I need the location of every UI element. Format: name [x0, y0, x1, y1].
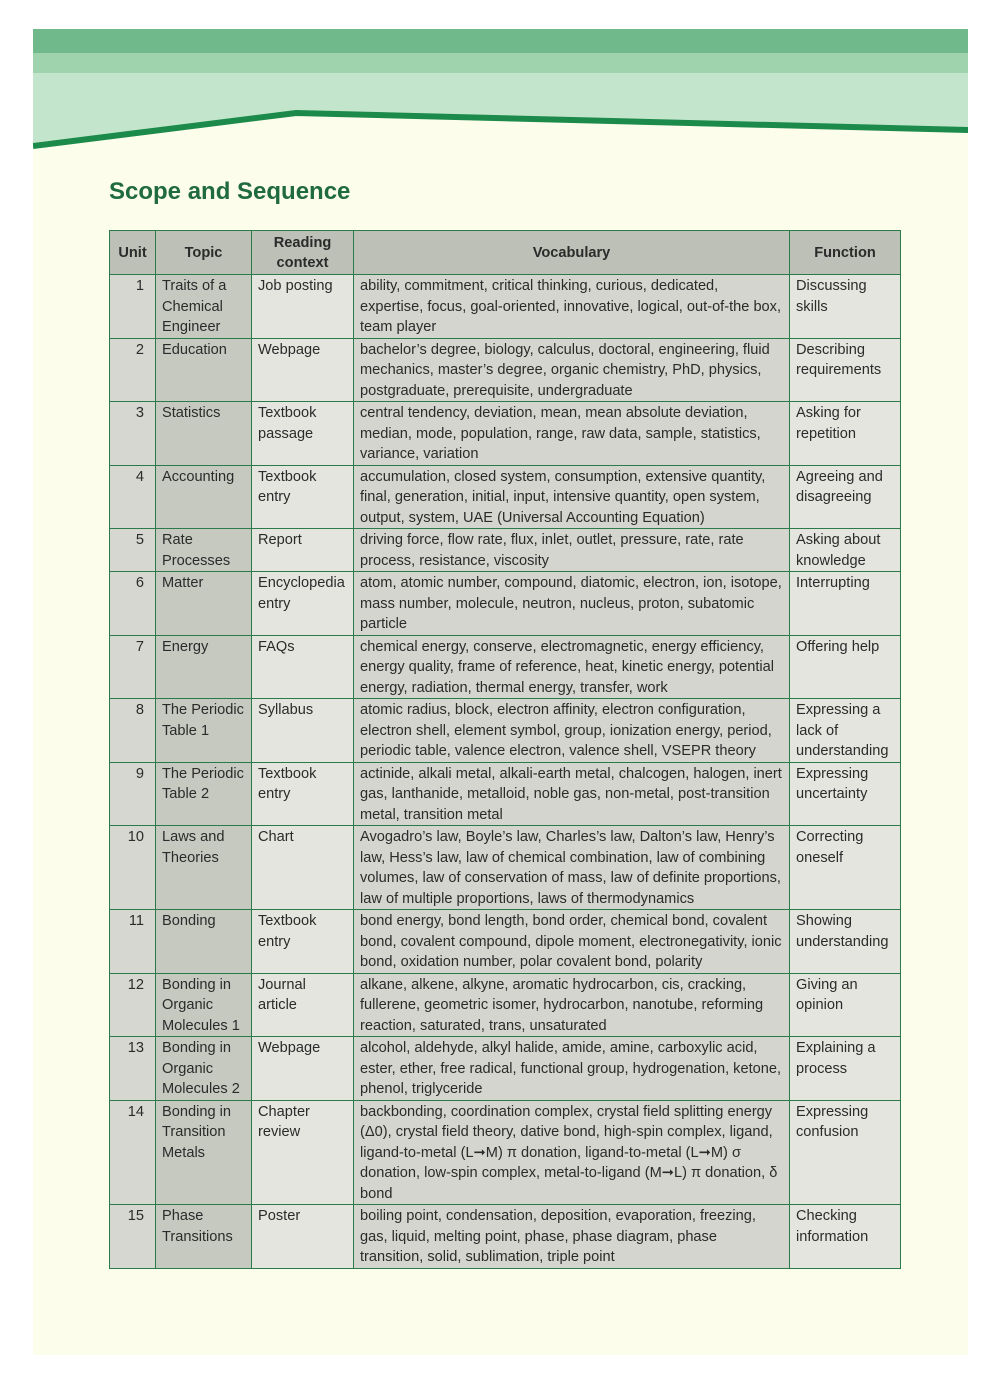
band-mid — [33, 53, 968, 73]
cell-unit: 7 — [110, 635, 156, 699]
table-row — [110, 1100, 901, 1205]
cell-vocabulary: Avogadro’s law, Boyle’s law, Charles’s law, Dalton’s law, Henry’s law, Hess’s law, law of chemical combination, law of combining volumes, law of conservation of mass, law of definite proportions, law of multiple proportions, laws of thermodynamics — [354, 826, 790, 910]
header-band — [33, 29, 968, 154]
cell-context: Encyclopedia entry — [252, 572, 354, 636]
cell-context: Textbook entry — [252, 910, 354, 974]
header-topic: Topic — [156, 231, 252, 275]
cell-function: Describing requirements — [790, 338, 901, 402]
cell-topic: Energy — [156, 635, 252, 699]
cell-topic: Laws and Theories — [156, 826, 252, 910]
cell-context: FAQs — [252, 635, 354, 699]
cell-function: Expressing a lack of understanding — [790, 699, 901, 763]
cell-function: Offering help — [790, 635, 901, 699]
band-top — [33, 29, 968, 53]
cell-unit: 5 — [110, 529, 156, 572]
cell-context: Textbook passage — [252, 402, 354, 466]
cell-context: Report — [252, 529, 354, 572]
header-context-line1: Reading — [273, 234, 332, 251]
cell-unit: 2 — [110, 338, 156, 402]
cell-vocabulary: bond energy, bond length, bond order, chemical bond, covalent bond, covalent compound, dipole moment, electronegativity, ionic bond, oxidation number, polar covalent bond, polarity — [354, 910, 790, 974]
header-row — [110, 231, 901, 275]
cell-topic: Education — [156, 338, 252, 402]
header-function: Function — [790, 231, 901, 275]
cell-unit: 10 — [110, 826, 156, 910]
cell-topic: Matter — [156, 572, 252, 636]
cell-function: Expressing uncertainty — [790, 762, 901, 826]
cell-context: Textbook entry — [252, 762, 354, 826]
page-title: Scope and Sequence — [109, 178, 351, 205]
cell-topic: Accounting — [156, 465, 252, 529]
table-row — [110, 402, 901, 466]
cell-topic: The Periodic Table 2 — [156, 762, 252, 826]
cell-topic: Bonding in Organic Molecules 1 — [156, 973, 252, 1037]
cell-function: Expressing confusion — [790, 1100, 901, 1205]
table-row — [110, 275, 901, 339]
header-unit: Unit — [110, 231, 156, 275]
cell-unit: 11 — [110, 910, 156, 974]
cell-unit: 14 — [110, 1100, 156, 1205]
cell-unit: 13 — [110, 1037, 156, 1101]
table-row — [110, 826, 901, 910]
cell-vocabulary: bachelor’s degree, biology, calculus, doctoral, engineering, fluid mechanics, master’s degree, organic chemistry, PhD, physics, postgraduate, prerequisite, undergraduate — [354, 338, 790, 402]
cell-topic: Statistics — [156, 402, 252, 466]
cell-context: Chart — [252, 826, 354, 910]
table-row — [110, 529, 901, 572]
cell-unit: 15 — [110, 1205, 156, 1269]
cell-vocabulary: driving force, flow rate, flux, inlet, outlet, pressure, rate, rate process, resistance, viscosity — [354, 529, 790, 572]
cell-vocabulary: chemical energy, conserve, electromagnetic, energy efficiency, energy quality, frame of reference, heat, kinetic energy, potential energy, radiation, thermal energy, transfer, work — [354, 635, 790, 699]
cell-topic: Traits of a Chemical Engineer — [156, 275, 252, 339]
cell-topic: Bonding in Transition Metals — [156, 1100, 252, 1205]
cell-unit: 6 — [110, 572, 156, 636]
table-row — [110, 1205, 901, 1269]
cell-topic: Phase Transitions — [156, 1205, 252, 1269]
table-row — [110, 973, 901, 1037]
cell-unit: 12 — [110, 973, 156, 1037]
cell-function: Giving an opinion — [790, 973, 901, 1037]
cell-unit: 1 — [110, 275, 156, 339]
table-row — [110, 699, 901, 763]
table-row — [110, 338, 901, 402]
cell-function: Agreeing and disagreeing — [790, 465, 901, 529]
cell-vocabulary: alcohol, aldehyde, alkyl halide, amide, amine, carboxylic acid, ester, ether, free radical, functional group, hydrogenation, ketone, phenol, triglyceride — [354, 1037, 790, 1101]
table-row — [110, 910, 901, 974]
cell-vocabulary: ability, commitment, critical thinking, curious, dedicated, expertise, focus, goal-oriented, innovative, logical, out-of-the box, team player — [354, 275, 790, 339]
cell-context: Webpage — [252, 338, 354, 402]
table-row — [110, 465, 901, 529]
cell-function: Interrupting — [790, 572, 901, 636]
header-context — [252, 231, 354, 275]
cell-context: Webpage — [252, 1037, 354, 1101]
cell-function: Asking about knowledge — [790, 529, 901, 572]
cell-function: Discussing skills — [790, 275, 901, 339]
cell-context: Chapter review — [252, 1100, 354, 1205]
cell-context: Job posting — [252, 275, 354, 339]
cell-unit: 4 — [110, 465, 156, 529]
cell-topic: The Periodic Table 1 — [156, 699, 252, 763]
cell-function: Explaining a process — [790, 1037, 901, 1101]
cell-function: Showing understanding — [790, 910, 901, 974]
cell-function: Checking information — [790, 1205, 901, 1269]
table-row — [110, 635, 901, 699]
cell-context: Syllabus — [252, 699, 354, 763]
cell-context: Journal article — [252, 973, 354, 1037]
cell-function: Asking for repetition — [790, 402, 901, 466]
cell-vocabulary: central tendency, deviation, mean, mean absolute deviation, median, mode, population, range, raw data, sample, statistics, variance, variation — [354, 402, 790, 466]
cell-vocabulary: atom, atomic number, compound, diatomic, electron, ion, isotope, mass number, molecule, neutron, nucleus, proton, subatomic particle — [354, 572, 790, 636]
table-row — [110, 762, 901, 826]
cell-unit: 8 — [110, 699, 156, 763]
cell-topic: Bonding — [156, 910, 252, 974]
header-vocabulary: Vocabulary — [354, 231, 790, 275]
cell-vocabulary: atomic radius, block, electron affinity, electron configuration, electron shell, element symbol, group, ionization energy, period, periodic table, valence electron, valence shell, VSEPR theory — [354, 699, 790, 763]
cell-function: Correcting oneself — [790, 826, 901, 910]
cell-context: Poster — [252, 1205, 354, 1269]
cell-unit: 9 — [110, 762, 156, 826]
band-light — [33, 73, 968, 143]
scope-table — [109, 230, 901, 1269]
table-row — [110, 1037, 901, 1101]
cell-vocabulary: alkane, alkene, alkyne, aromatic hydrocarbon, cis, cracking, fullerene, geometric isomer, hydrocarbon, nanotube, reforming reaction, saturated, trans, unsaturated — [354, 973, 790, 1037]
cell-vocabulary: backbonding, coordination complex, crystal field splitting energy (Δ0), crystal field theory, dative bond, high-spin complex, ligand, ligand-to-metal (L➞M) π donation, ligand-to-metal (L➞M) σ donation, low-spin complex, metal-to-ligand (M➞L) π donation, δ bond — [354, 1100, 790, 1205]
cell-context: Textbook entry — [252, 465, 354, 529]
cell-vocabulary: boiling point, condensation, deposition, evaporation, freezing, gas, liquid, melting point, phase, phase diagram, phase transition, solid, sublimation, triple point — [354, 1205, 790, 1269]
cell-topic: Rate Processes — [156, 529, 252, 572]
cell-vocabulary: actinide, alkali metal, alkali-earth metal, chalcogen, halogen, inert gas, lanthanide, metalloid, noble gas, non-metal, post-transition metal, transition metal — [354, 762, 790, 826]
header-context-line2: context — [276, 254, 329, 271]
table-row — [110, 572, 901, 636]
cell-unit: 3 — [110, 402, 156, 466]
cell-topic: Bonding in Organic Molecules 2 — [156, 1037, 252, 1101]
cell-vocabulary: accumulation, closed system, consumption, extensive quantity, final, generation, initial, input, intensive quantity, open system, output, system, UAE (Universal Accounting Equation) — [354, 465, 790, 529]
